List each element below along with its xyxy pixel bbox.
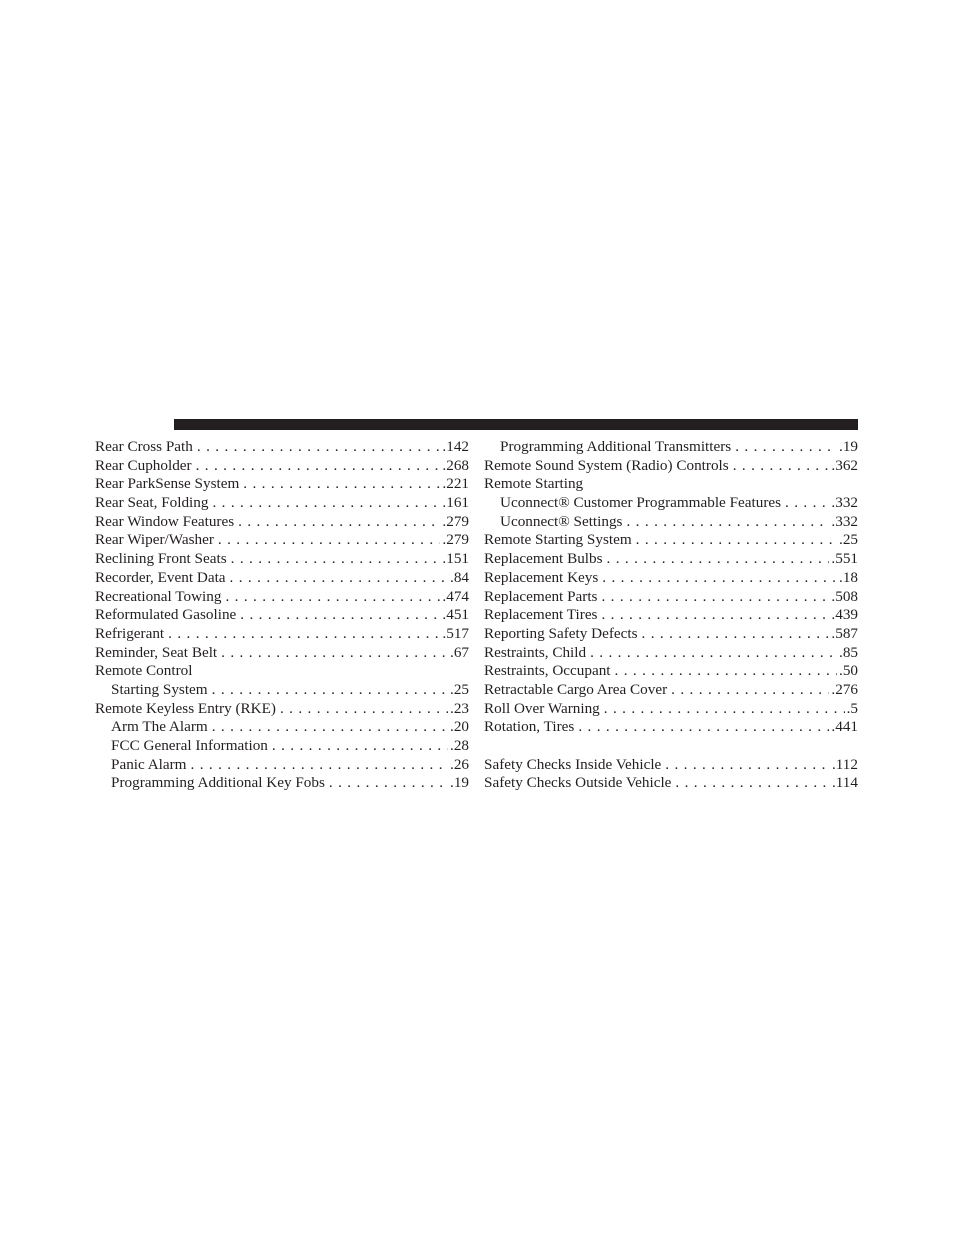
index-entry-label: Rear Wiper/Washer xyxy=(95,531,214,549)
index-entry-label: Rear Window Features xyxy=(95,512,235,530)
index-entry xyxy=(95,475,469,494)
index-entry-page: .441 xyxy=(831,718,858,736)
index-entry-page: .114 xyxy=(831,774,858,792)
index-entry-label: Restraints, Child xyxy=(484,643,587,661)
dot-leader xyxy=(671,681,829,700)
index-entry-page: .587 xyxy=(831,624,858,642)
index-entry-page: .551 xyxy=(831,550,858,568)
index-entry xyxy=(95,774,469,793)
index-entry-page: .50 xyxy=(839,662,858,680)
index-entry-label: Reclining Front Seats xyxy=(95,550,227,568)
dot-leader xyxy=(243,475,440,494)
index-column-left xyxy=(95,438,469,793)
dot-leader xyxy=(601,606,829,625)
index-entry-page: .112 xyxy=(831,755,858,773)
index-entry-label: Rear ParkSense System xyxy=(95,475,240,493)
dot-leader xyxy=(636,531,837,550)
dot-leader xyxy=(590,644,837,663)
index-entry xyxy=(484,700,858,719)
index-entry-label: Retractable Cargo Area Cover xyxy=(484,680,668,698)
index-entry-page: .362 xyxy=(831,456,858,474)
index-entry xyxy=(95,681,469,700)
index-entry-label: Replacement Parts xyxy=(484,587,598,605)
index-entry-page: .85 xyxy=(839,643,858,661)
index-entry-page: .19 xyxy=(450,774,469,792)
index-entry-page: .508 xyxy=(831,587,858,605)
index-entry xyxy=(484,513,858,532)
index-entry-label: Uconnect® Settings xyxy=(500,512,623,530)
index-entry-page: .279 xyxy=(442,531,469,549)
index-entry-label: Restraints, Occupant xyxy=(484,662,611,680)
index-entry xyxy=(484,662,858,681)
dot-leader xyxy=(642,625,830,644)
dot-leader xyxy=(218,531,441,550)
dot-leader xyxy=(191,756,449,775)
index-entry xyxy=(95,625,469,644)
dot-leader xyxy=(196,457,441,476)
index-entry-label: Programming Additional Transmitters xyxy=(500,438,732,455)
index-entry xyxy=(95,588,469,607)
index-entry-label: Safety Checks Inside Vehicle xyxy=(484,755,662,773)
index-entry-label: Rear Cross Path xyxy=(95,438,193,455)
index-entry-label: Rotation, Tires xyxy=(484,718,575,736)
index-entry-page: .268 xyxy=(442,456,469,474)
index-entry xyxy=(95,606,469,625)
index-entry-label: Recreational Towing xyxy=(95,587,222,605)
index-entry-page: .451 xyxy=(442,606,469,624)
index-entry-label: Safety Checks Outside Vehicle xyxy=(484,774,672,792)
index-entry xyxy=(95,718,469,737)
dot-leader xyxy=(601,588,829,607)
index-entry-label: Recorder, Event Data xyxy=(95,568,226,586)
index-entry-label: Remote Starting System xyxy=(484,531,632,549)
index-entry xyxy=(95,531,469,550)
index-entry-label: Remote Sound System (Radio) Controls xyxy=(484,456,729,474)
index-entry xyxy=(484,438,858,457)
dot-leader xyxy=(272,737,448,756)
index-entry xyxy=(95,662,469,681)
index-entry xyxy=(484,550,858,569)
index-entry xyxy=(95,550,469,569)
index-spacer xyxy=(484,737,858,756)
dot-leader xyxy=(225,588,440,607)
index-entry-label: Replacement Keys xyxy=(484,568,599,586)
dot-leader xyxy=(230,569,448,588)
index-entry-page: .279 xyxy=(442,512,469,530)
index-entry-page: .20 xyxy=(450,718,469,736)
index-entry-page: .25 xyxy=(839,531,858,549)
index-entry-label: Rear Cupholder xyxy=(95,456,192,474)
index-entry xyxy=(95,700,469,719)
index-entry xyxy=(95,438,469,457)
index-entry-page: .151 xyxy=(442,550,469,568)
index-entry xyxy=(95,513,469,532)
index-entry xyxy=(484,756,858,775)
index-entry-page: .28 xyxy=(450,737,469,754)
index-entry-label: Refrigerant xyxy=(95,624,165,642)
index-entry xyxy=(95,569,469,588)
index-entry xyxy=(95,457,469,476)
dot-leader xyxy=(221,644,448,663)
index-entry xyxy=(95,494,469,513)
dot-leader xyxy=(212,718,448,737)
dot-leader xyxy=(329,774,448,793)
index-entry-page: .474 xyxy=(442,587,469,605)
index-entry-page: .276 xyxy=(831,680,858,698)
index-entry-label: Replacement Bulbs xyxy=(484,550,603,568)
index-entry xyxy=(484,606,858,625)
index-entry-page: .517 xyxy=(442,624,469,642)
index-entry-page: .19 xyxy=(839,438,858,455)
dot-leader xyxy=(280,700,448,719)
dot-leader xyxy=(168,625,440,644)
index-entry-label: Remote Starting xyxy=(484,475,584,493)
index-entry-label: Programming Additional Key Fobs xyxy=(111,774,325,792)
index-entry xyxy=(484,644,858,663)
index-entry-page: .332 xyxy=(831,494,858,512)
index-entry-label: Reformulated Gasoline xyxy=(95,606,237,624)
index-entry-label: FCC General Information xyxy=(111,737,268,754)
index-entry-page: .332 xyxy=(831,512,858,530)
index-entry-label: Replacement Tires xyxy=(484,606,598,624)
dot-leader xyxy=(733,457,830,476)
index-entry-label: Roll Over Warning xyxy=(484,699,600,717)
index-entry xyxy=(484,475,858,494)
dot-leader xyxy=(604,700,845,719)
index-entry xyxy=(484,494,858,513)
dot-leader xyxy=(238,513,440,532)
dot-leader xyxy=(212,494,440,513)
dot-leader xyxy=(785,494,829,513)
index-entry xyxy=(484,569,858,588)
index-entry-page: .26 xyxy=(450,755,469,773)
dot-leader xyxy=(240,606,440,625)
dot-leader xyxy=(626,513,829,532)
index-entry-label: Uconnect® Customer Programmable Features xyxy=(500,494,782,512)
index-entry-page: .23 xyxy=(450,699,469,717)
index-entry xyxy=(484,625,858,644)
dot-leader xyxy=(615,662,837,681)
dot-leader xyxy=(212,681,448,700)
dot-leader xyxy=(665,756,830,775)
index-entry xyxy=(484,718,858,737)
index-entry-label: Remote Control xyxy=(95,662,193,680)
dot-leader xyxy=(607,550,830,569)
dot-leader xyxy=(735,438,837,457)
index-entry-label: Remote Keyless Entry (RKE) xyxy=(95,699,276,717)
index-entry-label: Panic Alarm xyxy=(111,755,187,773)
index-entry xyxy=(95,644,469,663)
index-entry-page: .142 xyxy=(442,438,469,455)
dot-leader xyxy=(578,718,829,737)
index-entry-label: Arm The Alarm xyxy=(111,718,208,736)
index-entry-label: Rear Seat, Folding xyxy=(95,494,209,512)
index-entry xyxy=(484,457,858,476)
index-entry-page: .18 xyxy=(839,568,858,586)
index-entry-page: .439 xyxy=(831,606,858,624)
index-entry xyxy=(95,737,469,756)
index-entry-page: .67 xyxy=(450,643,469,661)
index-column-right xyxy=(484,438,858,793)
dot-leader xyxy=(197,438,441,457)
index-entry xyxy=(484,774,858,793)
index-entry-page: .25 xyxy=(450,680,469,698)
index-entry xyxy=(484,531,858,550)
index-entry-label: Starting System xyxy=(111,680,208,698)
index-entry-label: Reporting Safety Defects xyxy=(484,624,638,642)
index-entry xyxy=(95,756,469,775)
index-entry xyxy=(484,681,858,700)
dot-leader xyxy=(602,569,837,588)
index-entry-page: .221 xyxy=(442,475,469,493)
index-entry-page: .161 xyxy=(442,494,469,512)
section-header-bar xyxy=(174,419,858,430)
index-entry-page: .84 xyxy=(450,568,469,586)
index-entry-page: .5 xyxy=(846,699,858,717)
dot-leader xyxy=(675,774,830,793)
dot-leader xyxy=(231,550,441,569)
index-entry xyxy=(484,588,858,607)
index-entry-label: Reminder, Seat Belt xyxy=(95,643,218,661)
